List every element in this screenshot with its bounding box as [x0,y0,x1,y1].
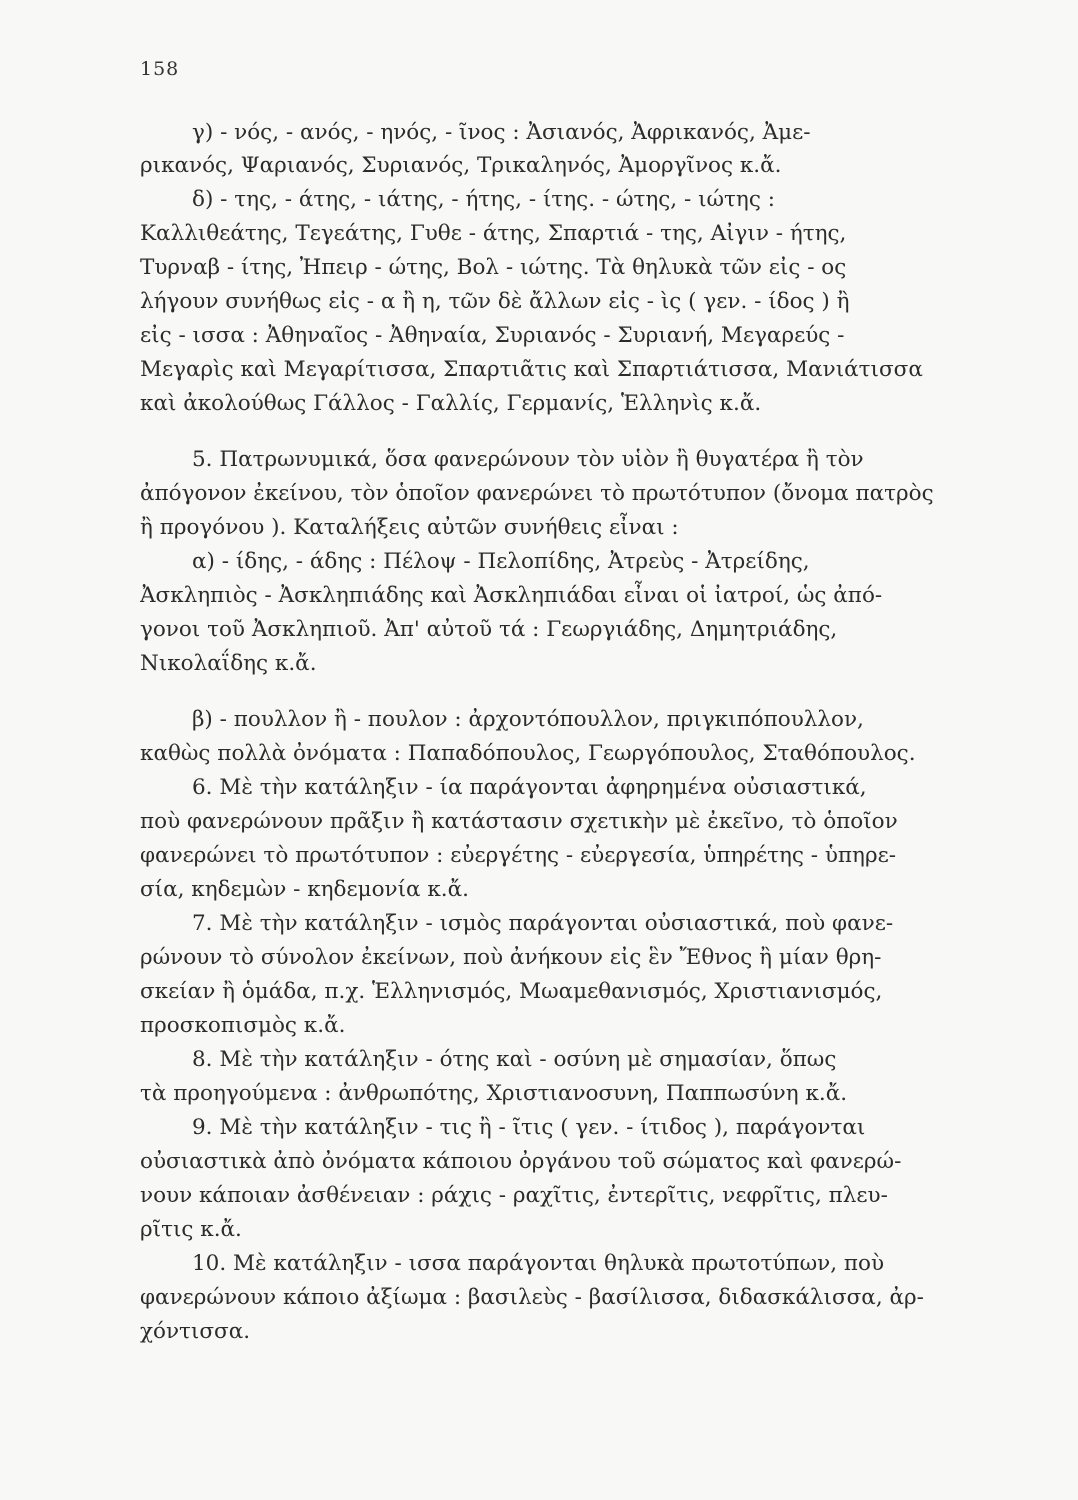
text-line: Ἀσκληπιὸς - Ἀσκληπιάδης καὶ Ἀσκληπιάδαι εἶναι οἱ ἰατροί, ὡς ἀπό- [140,583,883,608]
text-line: 7. Μὲ τὴν κατάληξιν - ισμὸς παράγονται οὐσιαστικά, ποὺ φανε- [192,911,894,936]
text-line: οὐσιαστικὰ ἀπὸ ὀνόματα κάποιου ὀργάνου τοῦ σώματος καὶ φανερώ- [140,1149,902,1174]
text-line: Μεγαρὶς καὶ Μεγαρίτισσα, Σπαρτιᾶτις καὶ Σπαρτιάτισσα, Μανιάτισσα [140,357,923,382]
text-line: λήγουν συνήθως εἰς - α ἢ η, τῶν δὲ ἄλλων εἰς - ὶς ( γεν. - ίδος ) ἢ [140,289,850,314]
text-line: χόντισσα. [140,1319,251,1344]
text-line: ρικανός, Ψαριανός, Συριανός, Τρικαληνός, Ἀμοργῖνος κ.ἄ. [140,153,782,178]
text-line: γονοι τοῦ Ἀσκληπιοῦ. Ἀπ' αὐτοῦ τά : Γεωργιάδης, Δημητριάδης, [140,617,838,642]
text-line: β) - πουλλον ἢ - πουλον : ἀρχοντόπουλλον, πριγκιπόπουλλον, [192,707,864,732]
text-line: φανερώνει τὸ πρωτότυπον : εὐεργέτης - εὐεργεσία, ὑπηρέτης - ὑπηρε- [140,843,896,868]
text-line: δ) - της, - άτης, - ιάτης, - ήτης, - ίτης. - ώτης, - ιώτης : [192,187,775,212]
text-line: ποὺ φανερώνουν πρᾶξιν ἢ κατάστασιν σχετικὴν μὲ ἐκεῖνο, τὸ ὁποῖον [140,809,898,834]
text-line: 5. Πατρωνυμικά, ὅσα φανερώνουν τὸν υἱὸν ἢ θυγατέρα ἢ τὸν [192,447,864,472]
text-line: 9. Μὲ τὴν κατάληξιν - τις ἢ - ῖτις ( γεν. - ίτιδος ), παράγονται [192,1115,866,1140]
text-line: τὰ προηγούμενα : ἀνθρωπότης, Χριστιανοσυνη, Παππωσύνη κ.ἄ. [140,1081,848,1106]
text-line: ἀπόγονον ἐκείνου, τὸν ὁποῖον φανερώνει τὸ πρωτότυπον (ὄνομα πατρὸς [140,481,934,506]
text-line: γ) - νός, - ανός, - ηνός, - ῖνος : Ἀσιανός, Ἀφρικανός, Ἀμε- [192,120,811,145]
text-line: ρώνουν τὸ σύνολον ἐκείνων, ποὺ ἀνήκουν εἰς ἓν Ἔθνος ἢ μίαν θρη- [140,945,882,970]
text-line: Καλλιθεάτης, Τεγεάτης, Γυθε - άτης, Σπαρτιά - της, Αἰγιν - ήτης, [140,221,847,246]
text-line: νουν κάποιαν ἀσθένειαν : ράχις - ραχῖτις, ἐντερῖτις, νεφρῖτις, πλευ- [140,1183,888,1208]
text-line: ἢ προγόνου ). Καταλήξεις αὐτῶν συνήθεις εἶναι : [140,515,679,540]
text-line: 6. Μὲ τὴν κατάληξιν - ία παράγονται ἀφηρημένα οὐσιαστικά, [192,775,867,800]
text-line: 10. Μὲ κατάληξιν - ισσα παράγονται θηλυκὰ πρωτοτύπων, ποὺ [192,1251,885,1276]
text-line: καθὼς πολλὰ ὀνόματα : Παπαδόπουλος, Γεωργόπουλος, Σταθόπουλος. [140,741,916,766]
text-line: 8. Μὲ τὴν κατάληξιν - ότης καὶ - οσύνη μὲ σημασίαν, ὅπως [192,1047,837,1072]
text-line: α) - ίδης, - άδης : Πέλοψ - Πελοπίδης, Ἀτρεὺς - Ἀτρείδης, [192,549,810,574]
text-line: Τυρναβ - ίτης, Ἠπειρ - ώτης, Βολ - ιώτης. Τὰ θηλυκὰ τῶν εἰς - ος [140,255,847,280]
text-line: φανερώνουν κάποιο ἀξίωμα : βασιλεὺς - βασίλισσα, διδασκάλισσα, ἀρ- [140,1285,924,1310]
text-line: ρῖτις κ.ἄ. [140,1217,242,1242]
text-line: εἰς - ισσα : Ἀθηναῖος - Ἀθηναία, Συριανός - Συριανή, Μεγαρεύς - [140,323,845,348]
text-line: καὶ ἀκολούθως Γάλλος - Γαλλίς, Γερμανίς, Ἑλληνὶς κ.ἄ. [140,391,762,416]
text-line: Νικολαΐδης κ.ἄ. [140,651,317,676]
text-line: προσκοπισμὸς κ.ἄ. [140,1013,346,1038]
text-line: σία, κηδεμὼν - κηδεμονία κ.ἄ. [140,877,469,902]
text-line: σκείαν ἢ ὁμάδα, π.χ. Ἑλληνισμός, Μωαμεθανισμός, Χριστιανισμός, [140,979,883,1004]
page-number: 158 [140,58,180,80]
